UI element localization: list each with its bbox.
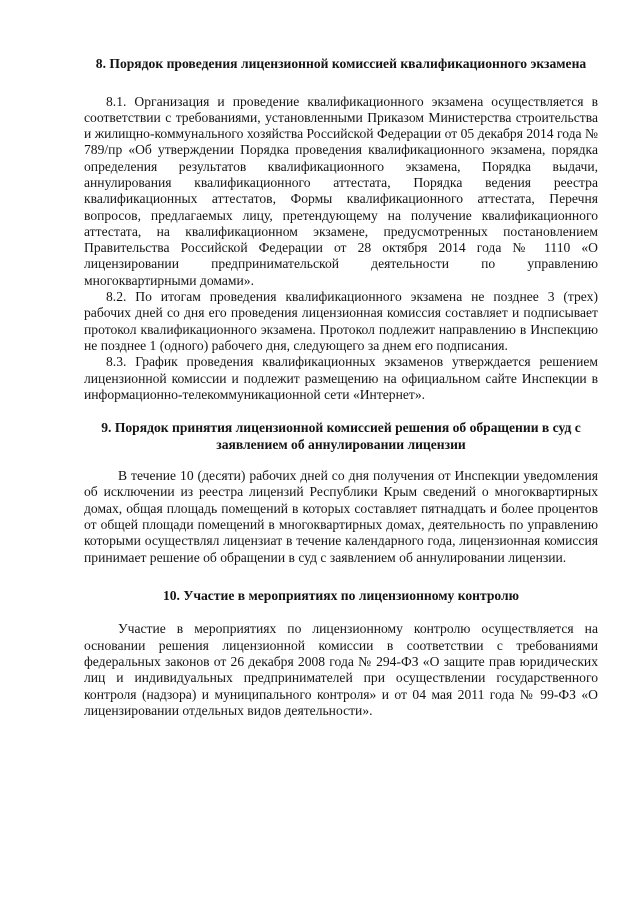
section-10-paragraph-1: Участие в мероприятиях по лицензионному контролю осуществляется на основании решения лицензионной комиссии в соответствии с требованиями федеральных законов от 26 декабря 2008 года № 294-ФЗ «О защите прав юридических лиц и индивидуальных предпринимателей при осуществлении государственного контроля (надзора) и муниципального контроля» и от 04 мая 2011 года № 99-ФЗ «О лицензировании отдельных видов деятельности». bbox=[84, 621, 598, 718]
section-8-paragraph-2: 8.2. По итогам проведения квалификационного экзамена не позднее 3 (трех) рабочих дней со дня его проведения лицензионная комиссия составляет и подписывает протокол квалификационного экзамена. Протокол подлежит направлению в Инспекцию не позднее 1 (одного) рабочего дня, следующего за днем его подписания. bbox=[84, 289, 598, 353]
section-8-heading: 8. Порядок проведения лицензионной комиссией квалификационного экзамена bbox=[95, 56, 587, 71]
section-9-heading: 9. Порядок принятия лицензионной комиссией решения об обращении в суд с заявлением об аннулировании лицензии bbox=[101, 420, 581, 452]
section-9-paragraph-1: В течение 10 (десяти) рабочих дней со дня получения от Инспекции уведомления об исключении из реестра лицензий Республики Крым сведений о многоквартирных домах, общая площадь помещений в которых составляет пятнадцать и более процентов от общей площади помещений в многоквартирных домах, деятельность по управлению которыми осуществлял лицензиат в течение календарного года, лицензионная комиссия принимает решение об обращении в суд с заявлением об аннулировании лицензии. bbox=[84, 468, 598, 565]
section-10-heading: 10. Участие в мероприятиях по лицензионному контролю bbox=[162, 587, 520, 603]
section-8-paragraph-1: 8.1. Организация и проведение квалификационного экзамена осуществляется в соответствии с требованиями, установленными Приказом Министерства строительства и жилищно-коммунального хозяйства Российской Федерации от 05 декабря 2014 года № 789/пр «Об утверждении Порядка проведения квалификационного экзамена, порядка определения результатов квалификационного экзамена, Порядка выдачи, аннулирования квалификационного аттестата, Порядка ведения реестра квалификационных аттестатов, Формы квалификационного аттестата, Перечня вопросов, предлагаемых лицу, претендующему на получение квалификационного аттестата, на квалификационном экзамене, предусмотренных постановлением Правительства Российской Федерации от 28 октября 2014 года № 1110 «О лицензировании предпринимательской деятельности по управлению многоквартирными домами». bbox=[84, 93, 598, 288]
section-8-paragraph-3: 8.3. График проведения квалификационных экзаменов утверждается решением лицензионной комиссии и подлежит размещению на официальном сайте Инспекции в информационно-телекоммуникационной сети «Интернет». bbox=[84, 354, 598, 402]
document-page bbox=[84, 56, 598, 719]
